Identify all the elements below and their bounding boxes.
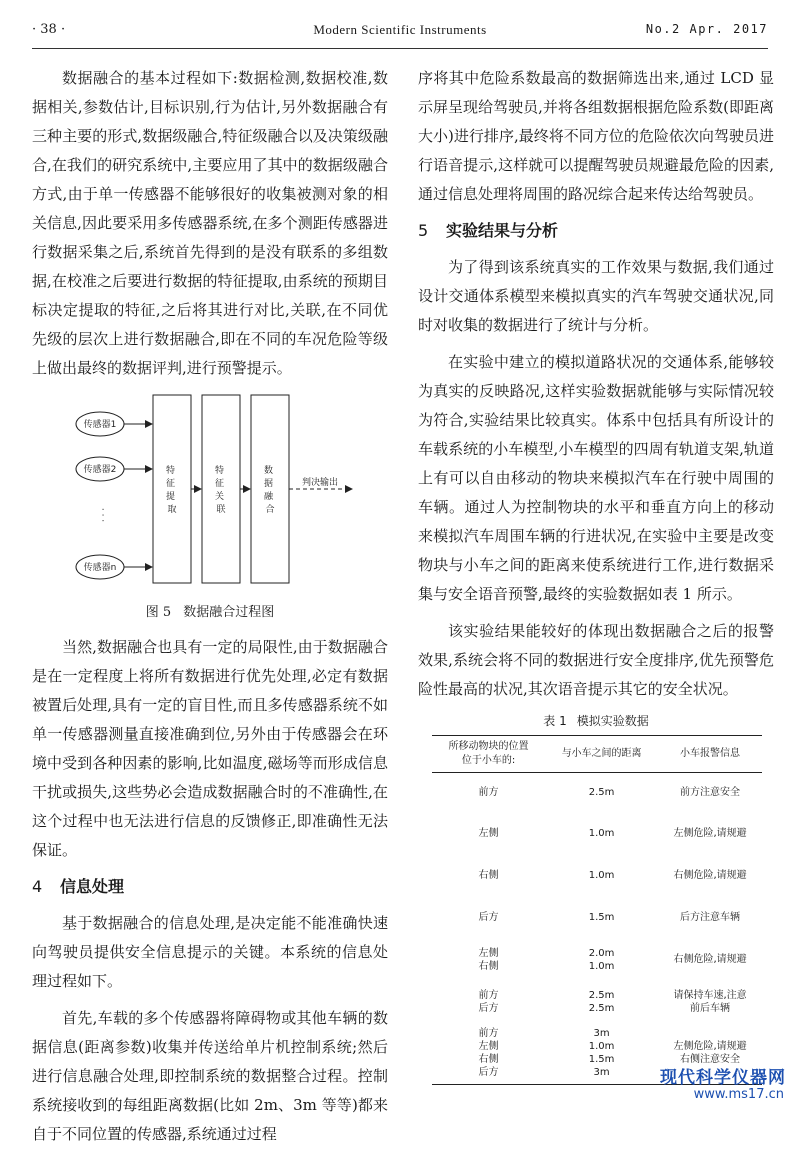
- table-cell: [658, 981, 762, 1023]
- paragraph: 当然,数据融合也具有一定的局限性,由于数据融合是在一定程度上将所有数据进行优先处理,必定有数据被置后处理,具有一定的盲目性,而且多传感器系统不如单一传感器测量直接准确到位,另外由于传感器会在环境中受到各种因素的影响,比如温度,磁场等而形成信息干扰或损失,这些势必会造成数据融合时的不准确性,在这个过程中也无法进行信息的反馈修正,即准确性无法保证。: [32, 638, 388, 859]
- table-row: [432, 939, 762, 981]
- table-cell: [432, 939, 545, 981]
- cell-line: 后方: [478, 1002, 499, 1014]
- left-column: [32, 64, 388, 1157]
- column-header: 小车报警信息: [658, 736, 762, 773]
- table-row: [432, 855, 762, 897]
- table-row: [432, 773, 762, 813]
- cell-line: 3m: [593, 1028, 610, 1040]
- figure-title: 数据融合过程图: [183, 605, 275, 620]
- data-fusion-box: [251, 395, 289, 583]
- cell-line: 左侧危险,请规避: [673, 828, 747, 839]
- watermark-url: www.ms17.cn: [693, 1087, 784, 1102]
- paragraph: 数据融合的基本过程如下:数据检测,数据校准,数据相关,参数估计,目标识别,行为估计,另外数据融合有三种主要的形式,数据级融合,特征级融合以及决策级融合,在我们的研究系统中,主要应用了其中的数据级融合方式,由于单一传感器不能够很好的收集被测对象的相关信息,因此要采用多传感器系统,在多个测距传感器进行数据采集之后,系统首先得到的是没有联系的多组数据,在校准之后要进行数据的特征提取,由系统的预期目标决定提取的特征,之后将其进行对比,关联,在不同优先级的层次上进行数据融合,即在不同的车况危险等级上做出最终的数据评判,进行预警提示。: [32, 69, 388, 377]
- cell-line: 左侧危险,请规避: [673, 1041, 747, 1053]
- table-header-row: [432, 736, 762, 773]
- cell-line: 1.5m: [588, 1054, 615, 1066]
- journal-title: Modern Scientific Instruments: [313, 22, 487, 37]
- cell-line: 1.5m: [588, 912, 615, 923]
- cell-line: 右侧危险,请规避: [673, 870, 747, 881]
- paragraph: 序将其中危险系数最高的数据筛选出来,通过 LCD 显示屏呈现给驾驶员,并将各组数据根据危险系数(即距离大小)进行排序,最终将不同方位的危险依次向驾驶员进行语音提示,这样就可以提醒驾驶员规避最危险的因素,通过信息处理将周围的路况综合起来传达给驾驶员。: [418, 69, 774, 203]
- cell-line: 2.5m: [588, 989, 615, 1001]
- header-rule: [32, 48, 768, 49]
- section-number: 5: [418, 221, 429, 240]
- cell-line: 前后车辆: [690, 1002, 731, 1014]
- box-text: 特: [166, 466, 176, 476]
- box-text: 特: [215, 466, 225, 476]
- table-number: 表 1: [543, 714, 567, 728]
- cell-line: 右侧: [478, 1054, 499, 1066]
- section-heading: [32, 875, 388, 899]
- table-cell: [545, 897, 658, 939]
- table-cell: [658, 855, 762, 897]
- issue-info: No.2 Apr. 2017: [645, 22, 768, 36]
- table-cell: [432, 1023, 545, 1085]
- box-text: 提: [166, 492, 176, 502]
- paragraph: 首先,车载的多个传感器将障碍物或其他车辆的数据信息(距离参数)收集并传送给单片机控制系统;然后进行信息融合处理,即控制系统的数据整合过程。控制系统接收到的每组距离数据(比如 2m、3m 等等)都来自于不同位置的传感器,系统通过过程: [32, 1009, 388, 1143]
- cell-line: 1.0m: [588, 828, 615, 839]
- section-title: 信息处理: [60, 877, 125, 896]
- cell-line: 右侧: [478, 870, 499, 881]
- cell-line: 1.0m: [588, 960, 615, 972]
- paragraph: 基于数据融合的信息处理,是决定能不能准确快速向驾驶员提供安全信息提示的关键。本系统的信息处理过程如下。: [32, 914, 388, 990]
- sensor-label: 传感器2: [83, 465, 117, 475]
- cell-line: 右侧: [478, 960, 499, 972]
- sensor-label: 传感器1: [83, 420, 117, 430]
- section-heading: [418, 219, 774, 243]
- cell-line: 3m: [593, 1067, 610, 1079]
- table-row: [432, 981, 762, 1023]
- page-number: · 38 ·: [32, 22, 66, 37]
- table-cell: [658, 897, 762, 939]
- figure-number: 图 5: [145, 605, 172, 620]
- cell-line: 前方注意安全: [680, 787, 741, 799]
- cell-line: 后方: [478, 912, 499, 923]
- cell-line: 右侧注意安全: [680, 1054, 741, 1066]
- cell-line: 2.5m: [588, 787, 615, 799]
- box-text: 据: [264, 479, 274, 489]
- table-body: [432, 773, 762, 1085]
- table-row: [432, 813, 762, 855]
- feature-extraction-box: [153, 395, 191, 583]
- box-text: 合: [265, 505, 275, 515]
- table-caption: [418, 712, 774, 729]
- cell-line: [660, 1027, 760, 1040]
- cell-line: 左侧: [478, 1041, 499, 1053]
- watermark: [656, 1063, 786, 1107]
- table-title: 模拟实验数据: [576, 714, 649, 728]
- paragraph: 为了得到该系统真实的工作效果与数据,我们通过设计交通体系模型来模拟真实的汽车驾驶交通状况,同时对收集的数据进行了统计与分析。: [418, 258, 774, 334]
- box-text: 征: [166, 479, 176, 489]
- box-text: 融: [264, 492, 274, 502]
- table-cell: [545, 939, 658, 981]
- table-cell: [658, 939, 762, 981]
- figure-caption: [32, 601, 388, 621]
- box-text: 取: [167, 505, 177, 515]
- table-cell: [545, 981, 658, 1023]
- right-column: [418, 64, 774, 1085]
- watermark-title: 现代科学仪器网: [660, 1068, 786, 1088]
- table-row: [432, 897, 762, 939]
- box-text: 征: [215, 479, 225, 489]
- box-text: 数: [264, 466, 274, 476]
- section-title: 实验结果与分析: [446, 221, 559, 240]
- table-cell: [545, 773, 658, 813]
- box-text: 关: [215, 492, 225, 502]
- cell-line: 1.0m: [588, 1041, 615, 1053]
- table-cell: [658, 773, 762, 813]
- sensor-label: 传感器n: [83, 563, 117, 573]
- results-table: [432, 735, 762, 1085]
- cell-line: 左侧: [478, 947, 499, 959]
- table-cell: [432, 981, 545, 1023]
- cell-line: 左侧: [478, 828, 499, 839]
- cell-line: 1.0m: [588, 870, 615, 881]
- table-cell: [432, 773, 545, 813]
- cell-line: 请保持车速,注意: [673, 989, 747, 1001]
- table-cell: [432, 813, 545, 855]
- paragraph: 该实验结果能较好的体现出数据融合之后的报警效果,系统会将不同的数据进行安全度排序,优先预警危险性最高的状况,其次语音提示其它的安全状况。: [418, 622, 774, 698]
- running-header: [0, 22, 800, 42]
- column-header: 与小车之间的距离: [545, 736, 658, 773]
- cell-line: 右侧危险,请规避: [673, 954, 747, 965]
- paragraph: 在实验中建立的模拟道路状况的交通体系,能够较为真实的反映路况,这样实验数据就能够与实际情况较为符合,实验结果比较真实。体系中包括具有所设计的车载系统的小车模型,小车模型的四周有轨道支架,轨道上有可以自由移动的物块来模拟汽车在行驶中周围的车辆。通过人为控制物块的水平和垂直方向上的移动来模拟汽车周围车辆的行进状况,在实验中主要是改变物块与小车之间的距离来使系统进行工作,进行数据采集与安全语音预警,最终的实验数据如表 1 所示。: [418, 353, 774, 603]
- table-cell: [432, 855, 545, 897]
- cell-line: 前方: [478, 1028, 499, 1040]
- ellipsis: · · ·: [97, 507, 107, 523]
- table-cell: [658, 813, 762, 855]
- table-cell: [545, 813, 658, 855]
- cell-line: 2.5m: [588, 1002, 615, 1014]
- cell-line: 后方注意车辆: [680, 912, 741, 923]
- cell-line: 后方: [478, 1067, 499, 1079]
- table-cell: [545, 855, 658, 897]
- cell-line: 2.0m: [588, 947, 615, 959]
- section-number: 4: [32, 877, 43, 896]
- table-cell: [432, 897, 545, 939]
- figure-5: [32, 391, 388, 601]
- table-cell: [545, 1023, 658, 1085]
- box-text: 联: [216, 505, 226, 515]
- output-label: 判决输出: [301, 478, 339, 488]
- cell-line: 前方: [478, 989, 499, 1001]
- feature-association-box: [202, 395, 240, 583]
- column-header: 所移动物块的位置 位于小车的:: [432, 736, 545, 773]
- cell-line: 前方: [478, 787, 499, 799]
- data-fusion-diagram: [32, 391, 388, 601]
